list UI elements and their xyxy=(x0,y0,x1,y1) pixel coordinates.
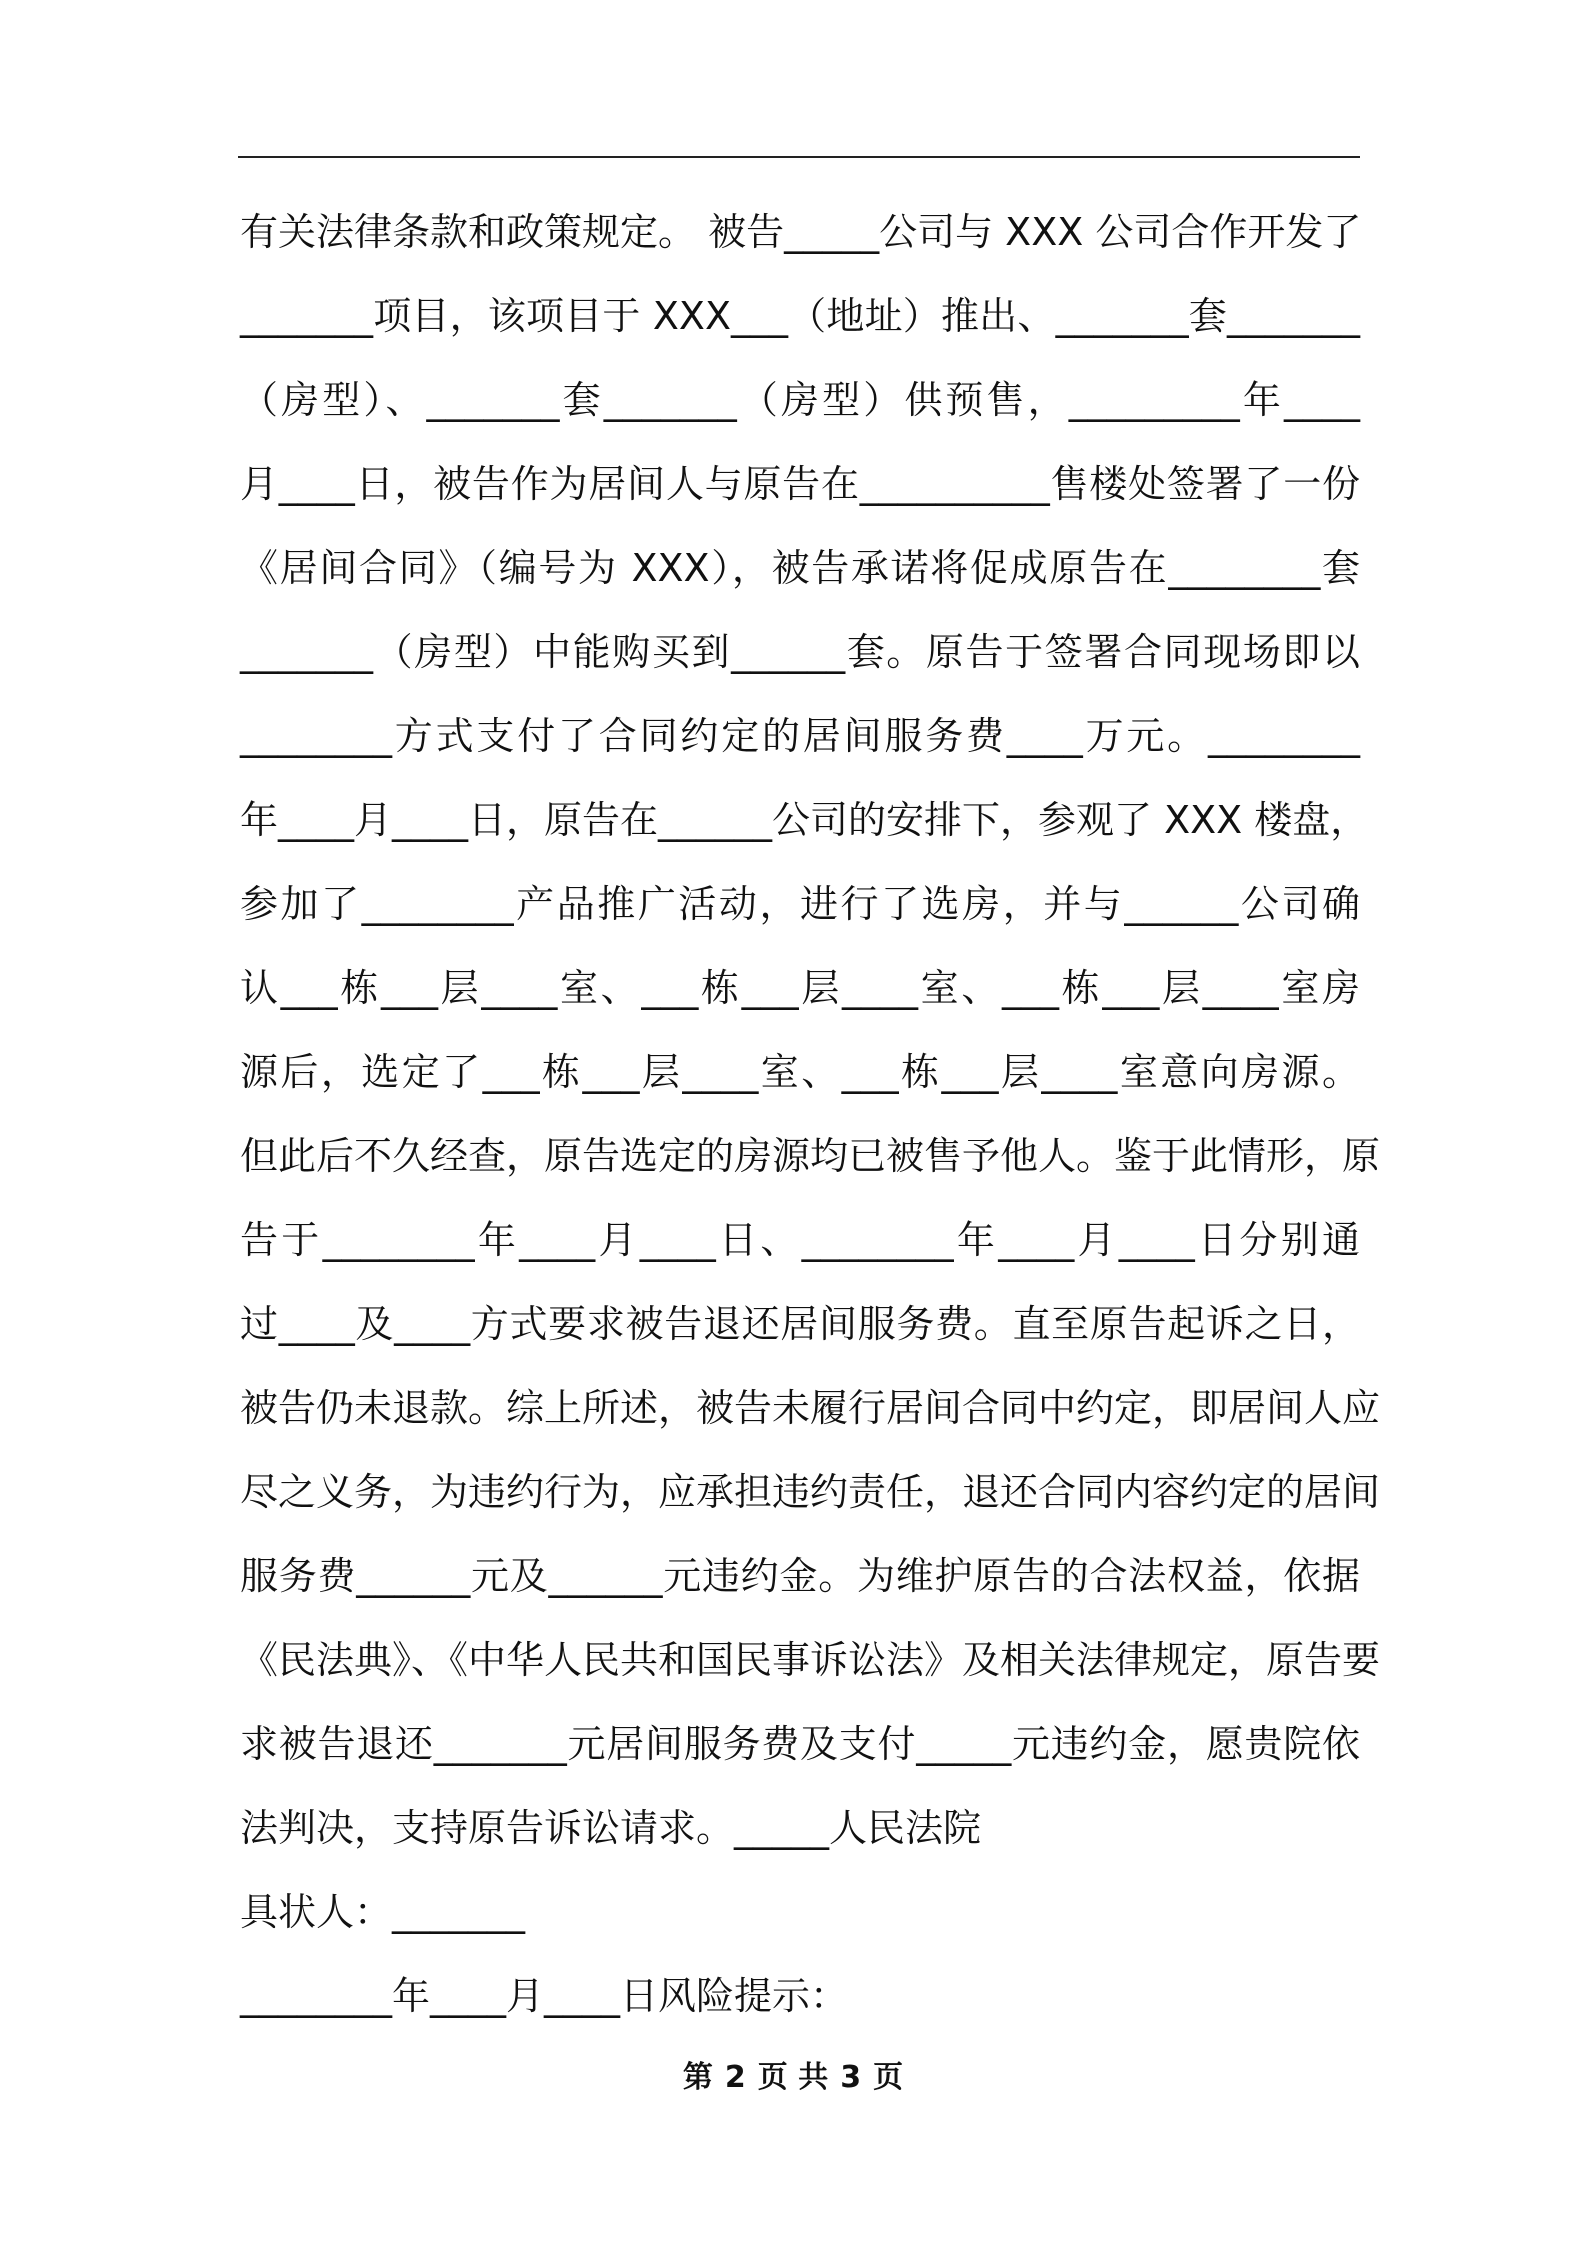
text-line: 源后，选定了___栋___层____室、___栋___层____室意向房源。 xyxy=(240,1050,1360,1094)
text-line: 认___栋___层____室、___栋___层____室、___栋___层____室房 xyxy=(240,966,1360,1010)
text-line: 尽之义务，为违约行为，应承担违约责任，退还合同内容约定的居间 xyxy=(240,1470,1381,1514)
header-rule xyxy=(238,156,1360,158)
text-line: （房型）、_______套_______（房型）供预售，_________年____ xyxy=(240,378,1360,422)
current-page-number: 2 xyxy=(724,2060,746,2095)
text-line: 服务费______元及______元违约金。为维护原告的合法权益，依据 xyxy=(240,1554,1360,1598)
total-page-number: 3 xyxy=(840,2060,862,2095)
text-line: 《居间合同》（编号为 XXX），被告承诺将促成原告在________套 xyxy=(240,546,1360,590)
signatory-line: 具状人：_______ xyxy=(240,1890,526,1934)
text-line: _______项目，该项目于 XXX___（地址）推出、_______套_______ xyxy=(240,294,1360,338)
text-line: 有关法律条款和政策规定。 被告_____公司与 XXX 公司合作开发了 xyxy=(240,210,1362,254)
text-line: 过____及____方式要求被告退还居间服务费。直至原告起诉之日， xyxy=(240,1302,1360,1346)
text-line: 法判决，支持原告诉讼请求。_____人民法院 xyxy=(240,1806,982,1850)
text-line: 求被告退还_______元居间服务费及支付_____元违约金，愿贵院依 xyxy=(240,1722,1360,1766)
text-line: 《民法典》、《中华人民共和国民事诉讼法》及相关法律规定，原告要 xyxy=(240,1638,1381,1682)
text-line: _______（房型）中能购买到______套。原告于签署合同现场即以 xyxy=(240,630,1360,674)
footer-suffix: 页 xyxy=(873,2060,904,2095)
text-line: 告于________年____月____日、________年____月____日分别通 xyxy=(240,1218,1360,1262)
text-line: 年____月____日，原告在______公司的安排下，参观了 XXX 楼盘， xyxy=(240,798,1369,842)
page-footer xyxy=(0,2052,1586,2096)
text-line: 被告仍未退款。综上所述，被告未履行居间合同中约定，即居间人应 xyxy=(240,1386,1381,1430)
footer-middle: 页 共 xyxy=(757,2060,829,2095)
text-line: ________方式支付了合同约定的居间服务费____万元。________ xyxy=(240,714,1360,758)
text-line: 但此后不久经查，原告选定的房源均已被售予他人。鉴于此情形，原 xyxy=(240,1134,1381,1178)
document-body xyxy=(240,190,1381,2038)
date-line: ________年____月____日风险提示： xyxy=(240,1974,849,2018)
text-line: 月____日，被告作为居间人与原告在__________售楼处签署了一份 xyxy=(240,462,1360,506)
text-line: 参加了________产品推广活动，进行了选房，并与______公司确 xyxy=(240,882,1360,926)
footer-prefix: 第 xyxy=(682,2060,713,2095)
